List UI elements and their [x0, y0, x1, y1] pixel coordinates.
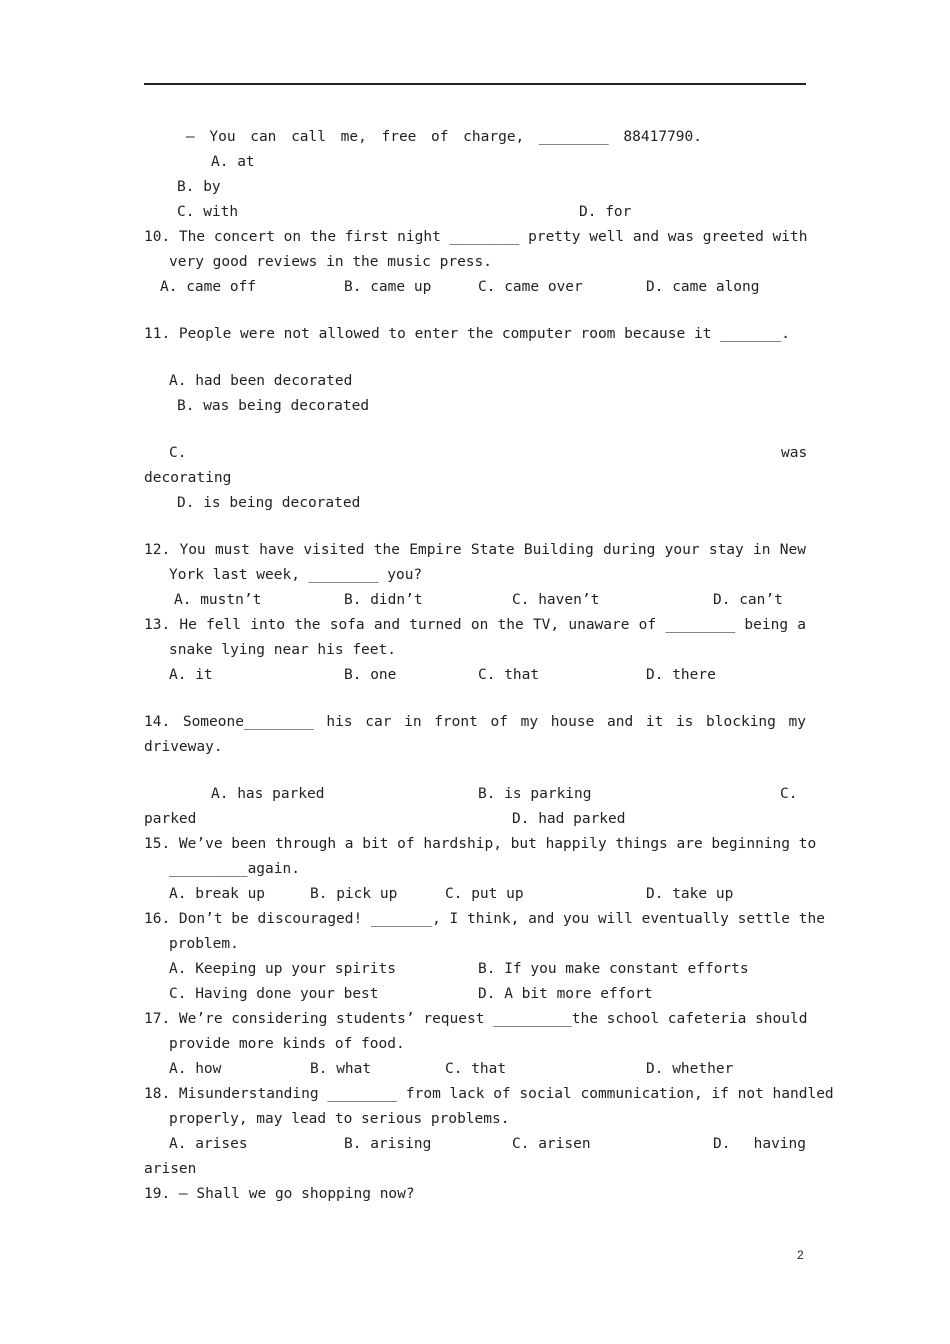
option-b: B. what	[310, 1061, 372, 1077]
option-a: A. came off	[160, 279, 257, 295]
question-18: 18. Misunderstanding ________ from lack of social communication, if not handled	[144, 1086, 834, 1102]
option-b: B. came up	[344, 279, 432, 295]
question-line: — You can call me, free of charge, ________ 88417790.	[186, 129, 702, 145]
option-a: A. has parked	[211, 786, 325, 802]
option-b: B. was being decorated	[177, 398, 370, 414]
option-c: C.	[169, 445, 187, 461]
option-c: C.	[780, 786, 798, 802]
option-d: D. can’t	[713, 592, 783, 608]
option-d: D. take up	[646, 886, 734, 902]
question-17-cont: provide more kinds of food.	[169, 1036, 405, 1052]
question-12: 12. You must have visited the Empire State Building during your stay in New	[144, 542, 806, 558]
option-a: A. at	[211, 154, 255, 170]
question-13-cont: snake lying near his feet.	[169, 642, 396, 658]
option-c: C. with	[177, 204, 239, 220]
option-c: C. that	[478, 667, 540, 683]
question-15-cont: _________again.	[169, 861, 300, 877]
option-a: A. it	[169, 667, 213, 683]
question-10-cont: very good reviews in the music press.	[169, 254, 493, 270]
question-16-cont: problem.	[169, 936, 239, 952]
option-a: A. had been decorated	[169, 373, 353, 389]
option-c: C. arisen	[512, 1136, 591, 1152]
question-17: 17. We’re considering students’ request _________the school cafeteria should	[144, 1011, 808, 1027]
option-d: D. having	[713, 1136, 806, 1152]
option-b: B. arising	[344, 1136, 432, 1152]
option-a: A. mustn’t	[174, 592, 262, 608]
option-a: A. Keeping up your spirits	[169, 961, 396, 977]
option-b: B. is parking	[478, 786, 592, 802]
option-c: C. haven’t	[512, 592, 600, 608]
option-c: C. Having done your best	[169, 986, 379, 1002]
option-a: A. how	[169, 1061, 222, 1077]
option-c: C. that	[445, 1061, 507, 1077]
option-d-cont: arisen	[144, 1161, 197, 1177]
option-b: B. pick up	[310, 886, 398, 902]
question-10: 10. The concert on the first night ________ pretty well and was greeted with	[144, 229, 808, 245]
question-13: 13. He fell into the sofa and turned on the TV, unaware of ________ being a	[144, 617, 806, 633]
header-rule	[144, 83, 806, 85]
question-12-cont: York last week, ________ you?	[169, 567, 423, 583]
option-d: D. whether	[646, 1061, 734, 1077]
option-d: D. had parked	[512, 811, 626, 827]
question-18-cont: properly, may lead to serious problems.	[169, 1111, 510, 1127]
option-c: C. came over	[478, 279, 583, 295]
option-d: D. there	[646, 667, 716, 683]
question-14-cont: driveway.	[144, 739, 223, 755]
question-19: 19. — Shall we go shopping now?	[144, 1186, 415, 1202]
option-d: D. for	[579, 204, 632, 220]
option-c-text: parked	[144, 811, 197, 827]
option-b: B. by	[177, 179, 221, 195]
question-11: 11. People were not allowed to enter the computer room because it _______.	[144, 326, 791, 342]
option-b: B. one	[344, 667, 397, 683]
question-15: 15. We’ve been through a bit of hardship, but happily things are beginning to	[144, 836, 817, 852]
option-c-cont: decorating	[144, 470, 232, 486]
page-number: 2	[797, 1248, 804, 1262]
question-16: 16. Don’t be discouraged! _______, I think, and you will eventually settle the	[144, 911, 825, 927]
option-d: D. A bit more effort	[478, 986, 653, 1002]
option-c: C. put up	[445, 886, 524, 902]
option-b: B. didn’t	[344, 592, 423, 608]
option-d: D. is being decorated	[177, 495, 361, 511]
question-14: 14. Someone________ his car in front of my house and it is blocking my	[144, 714, 806, 730]
option-d: D. came along	[646, 279, 760, 295]
option-b: B. If you make constant efforts	[478, 961, 749, 977]
option-c-text: was	[781, 445, 808, 461]
option-a: A. arises	[169, 1136, 248, 1152]
option-a: A. break up	[169, 886, 266, 902]
